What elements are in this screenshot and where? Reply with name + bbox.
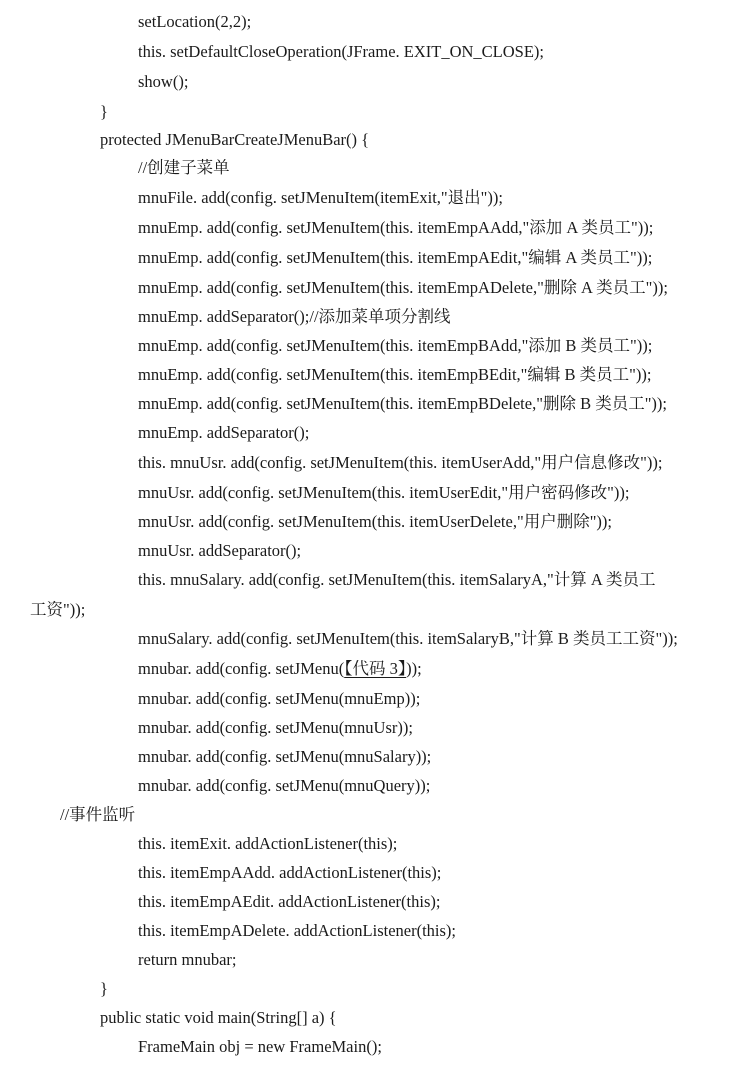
code-line: mnuEmp. add(config. setJMenuItem(this. itemEmpADelete,"删除 A 类员工")); [138,278,668,297]
code-line: this. mnuUsr. add(config. setJMenuItem(this. itemUserAdd,"用户信息修改")); [138,453,663,472]
code-line: public static void main(String[] a) { [100,1008,337,1027]
code-line: this. itemEmpADelete. addActionListener(this); [138,921,457,940]
code-line: mnuFile. add(config. setJMenuItem(itemExit,"退出")); [138,188,503,207]
code-line: mnubar. add(config. setJMenu(mnuEmp)); [138,689,421,708]
code-line: mnubar. add(config. setJMenu(mnuQuery)); [138,776,431,795]
code-line: mnubar. add(config. setJMenu(mnuSalary)); [138,747,432,766]
code-line: return mnubar; [138,950,237,969]
code-line: FrameMain obj = new FrameMain(); [138,1037,382,1056]
code-line-blank [0,654,748,684]
code-line: mnuSalary. add(config. setJMenuItem(this. itemSalaryB,"计算 B 类员工工资")); [138,629,678,648]
code-line: mnuEmp. addSeparator(); [138,423,310,442]
code-line: protected JMenuBarCreateJMenuBar() { [100,130,370,149]
code-text: mnubar. add(config. setJMenu( [138,659,345,678]
code-line-continuation: 工资")); [30,600,86,619]
code-line: mnuUsr. add(config. setJMenuItem(this. itemUserEdit,"用户密码修改")); [138,483,630,502]
code-line: mnuEmp. add(config. setJMenuItem(this. itemEmpBAdd,"添加 B 类员工")); [138,336,653,355]
code-line: this. setDefaultCloseOperation(JFrame. EXIT_ON_CLOSE); [138,42,545,61]
code-line: this. itemExit. addActionListener(this); [138,834,398,853]
code-comment: //事件监听 [60,805,136,824]
code-line: this. itemEmpAEdit. addActionListener(this); [138,892,441,911]
code-line: mnuEmp. add(config. setJMenuItem(this. itemEmpBDelete,"删除 B 类员工")); [138,394,668,413]
code-line: mnuEmp. add(config. setJMenuItem(this. itemEmpAEdit,"编辑 A 类员工")); [138,248,653,267]
code-comment: //创建子菜单 [138,158,230,177]
code-line: } [100,102,108,121]
code-line: mnuEmp. add(config. setJMenuItem(this. itemEmpAAdd,"添加 A 类员工")); [138,218,654,237]
code-line: mnuEmp. addSeparator();//添加菜单项分割线 [138,307,451,326]
code-line: setLocation(2,2); [138,12,252,31]
code-line: this. mnuSalary. add(config. setJMenuItem(this. itemSalaryA,"计算 A 类员工 [138,570,656,589]
code-text: )); [406,659,422,678]
code-line: this. itemEmpAAdd. addActionListener(this); [138,863,442,882]
code-line: mnuUsr. addSeparator(); [138,541,302,560]
code-line: show(); [138,72,189,91]
code-line: mnubar. add(config. setJMenu(mnuUsr)); [138,718,413,737]
code-line: } [100,979,108,998]
fill-in-blank: 【代码 3】 [344,659,407,678]
code-line: mnuUsr. add(config. setJMenuItem(this. itemUserDelete,"用户删除")); [138,512,612,531]
code-line: mnuEmp. add(config. setJMenuItem(this. itemEmpBEdit,"编辑 B 类员工")); [138,365,652,384]
